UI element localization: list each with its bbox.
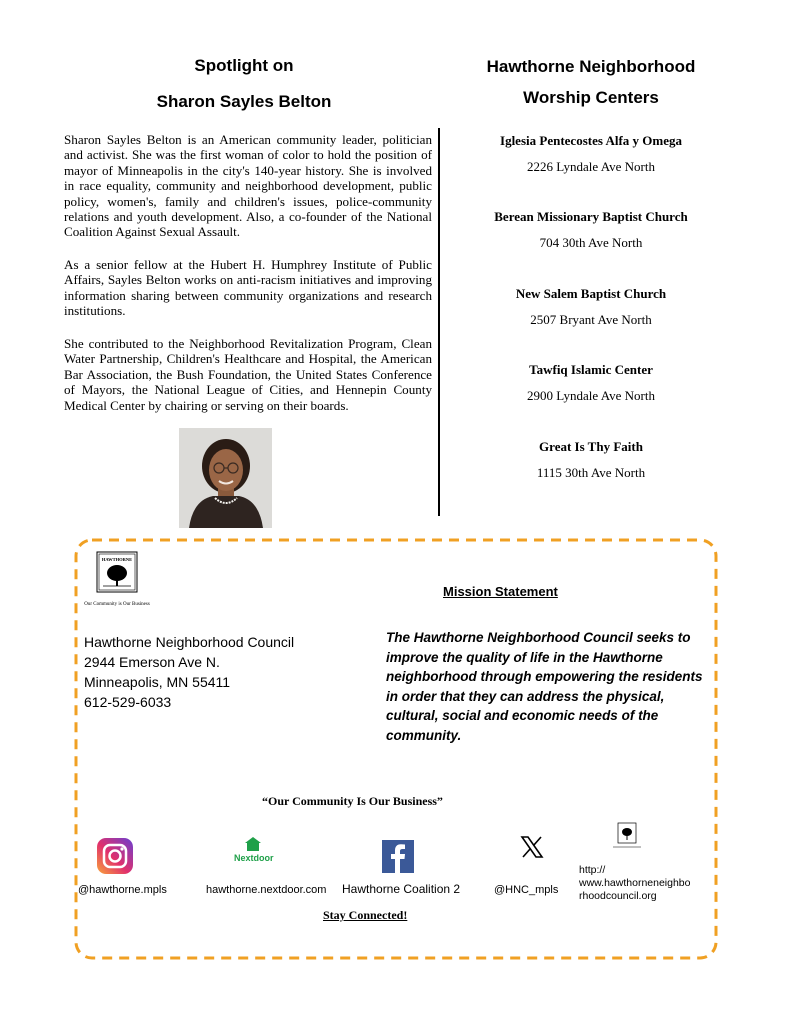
worship-center-3 [455, 286, 727, 328]
website-line-2: www.hawthorneneighbo [579, 877, 691, 889]
hawthorne-tree-icon [79, 551, 155, 595]
spotlight-paragraph-1: Sharon Sayles Belton is an American community leader, politician and activist. She was the first woman of color to hold the position of mayor of Minneapolis in the city's 140-year history. She is involved in race equality, community and neighborhood development, public policy, women's, family and children's issues, police-community relations and youth development. Also, a co-founder of the National Coalition Against Sexual Assault. [64, 132, 432, 240]
worship-center-address: 704 30th Ave North [539, 235, 643, 250]
website-logo-icon[interactable] [610, 822, 644, 850]
website-line-1: http:// [579, 864, 606, 876]
stay-connected: Stay Connected! [323, 908, 408, 922]
mission-title: Mission Statement [443, 584, 558, 599]
instagram-handle[interactable]: @hawthorne.mpls [78, 884, 167, 896]
council-city: Minneapolis, MN 55411 [84, 674, 231, 690]
nextdoor-link[interactable]: hawthorne.nextdoor.com [206, 884, 327, 896]
x-handle[interactable]: @HNC_mpls [494, 884, 559, 896]
council-name: Hawthorne Neighborhood Council [84, 634, 295, 650]
worship-center-1 [455, 133, 727, 175]
mission-text: The Hawthorne Neighborhood Council seeks to improve the quality of life in the Hawthorne neighborhood through empowering the residents in order that they can address the physical, cultural, social and economic needs of the community. [386, 630, 703, 743]
instagram-icon[interactable] [97, 838, 133, 874]
column-divider [438, 128, 440, 516]
nextdoor-house-icon[interactable] [245, 837, 261, 851]
website-link[interactable] [579, 864, 691, 903]
nextdoor-brand: Nextdoor [234, 853, 274, 863]
logo-word: HAWTHORNE [101, 557, 133, 562]
council-contact [84, 632, 294, 712]
slogan: “Our Community Is Our Business” [262, 794, 443, 808]
worship-center-address: 2226 Lyndale Ave North [527, 159, 655, 174]
spotlight-paragraph-3: She contributed to the Neighborhood Revitalization Program, Clean Water Partnership, Children's Healthcare and Hospital, the American Bar Association, the Bush Foundation, the United States Conference of Mayors, the National League of Cities, and Hennepin County Medical Center by chairing or serving on their boards. [64, 336, 432, 413]
worship-title-line1: Hawthorne Neighborhood [486, 57, 696, 76]
worship-center-2 [455, 209, 727, 251]
worship-center-address: 1115 30th Ave North [536, 465, 646, 480]
portrait-photo [179, 428, 272, 528]
x-logo-icon[interactable] [520, 836, 544, 858]
logo-caption: Our Community is Our Business [84, 602, 150, 607]
website-line-3: rhoodcouncil.org [579, 890, 657, 902]
worship-center-name: Berean Missionary Baptist Church [494, 209, 688, 224]
facebook-page[interactable]: Hawthorne Coalition 2 [342, 882, 461, 896]
worship-center-5 [455, 439, 727, 481]
worship-center-address: 2507 Bryant Ave North [530, 312, 652, 327]
council-street: 2944 Emerson Ave N. [84, 654, 220, 670]
spotlight-title-line1: Spotlight on [194, 56, 294, 75]
worship-center-name: New Salem Baptist Church [515, 286, 667, 301]
worship-center-name: Tawfiq Islamic Center [529, 362, 653, 377]
worship-center-address: 2900 Lyndale Ave North [527, 388, 655, 403]
council-phone: 612-529-6033 [84, 694, 172, 710]
worship-center-4 [455, 362, 727, 404]
spotlight-paragraph-2: As a senior fellow at the Hubert H. Humphrey Institute of Public Affairs, Sayles Belton works on anti-racism initiatives and improving information sharing between community organizations and research institutions. [64, 257, 432, 319]
hawthorne-logo [79, 551, 155, 607]
spotlight-title-line2: Sharon Sayles Belton [156, 92, 332, 111]
worship-center-name: Great Is Thy Faith [539, 439, 643, 454]
facebook-icon[interactable] [382, 840, 414, 873]
worship-center-name: Iglesia Pentecostes Alfa y Omega [500, 133, 682, 148]
worship-title-line2: Worship Centers [523, 88, 659, 107]
